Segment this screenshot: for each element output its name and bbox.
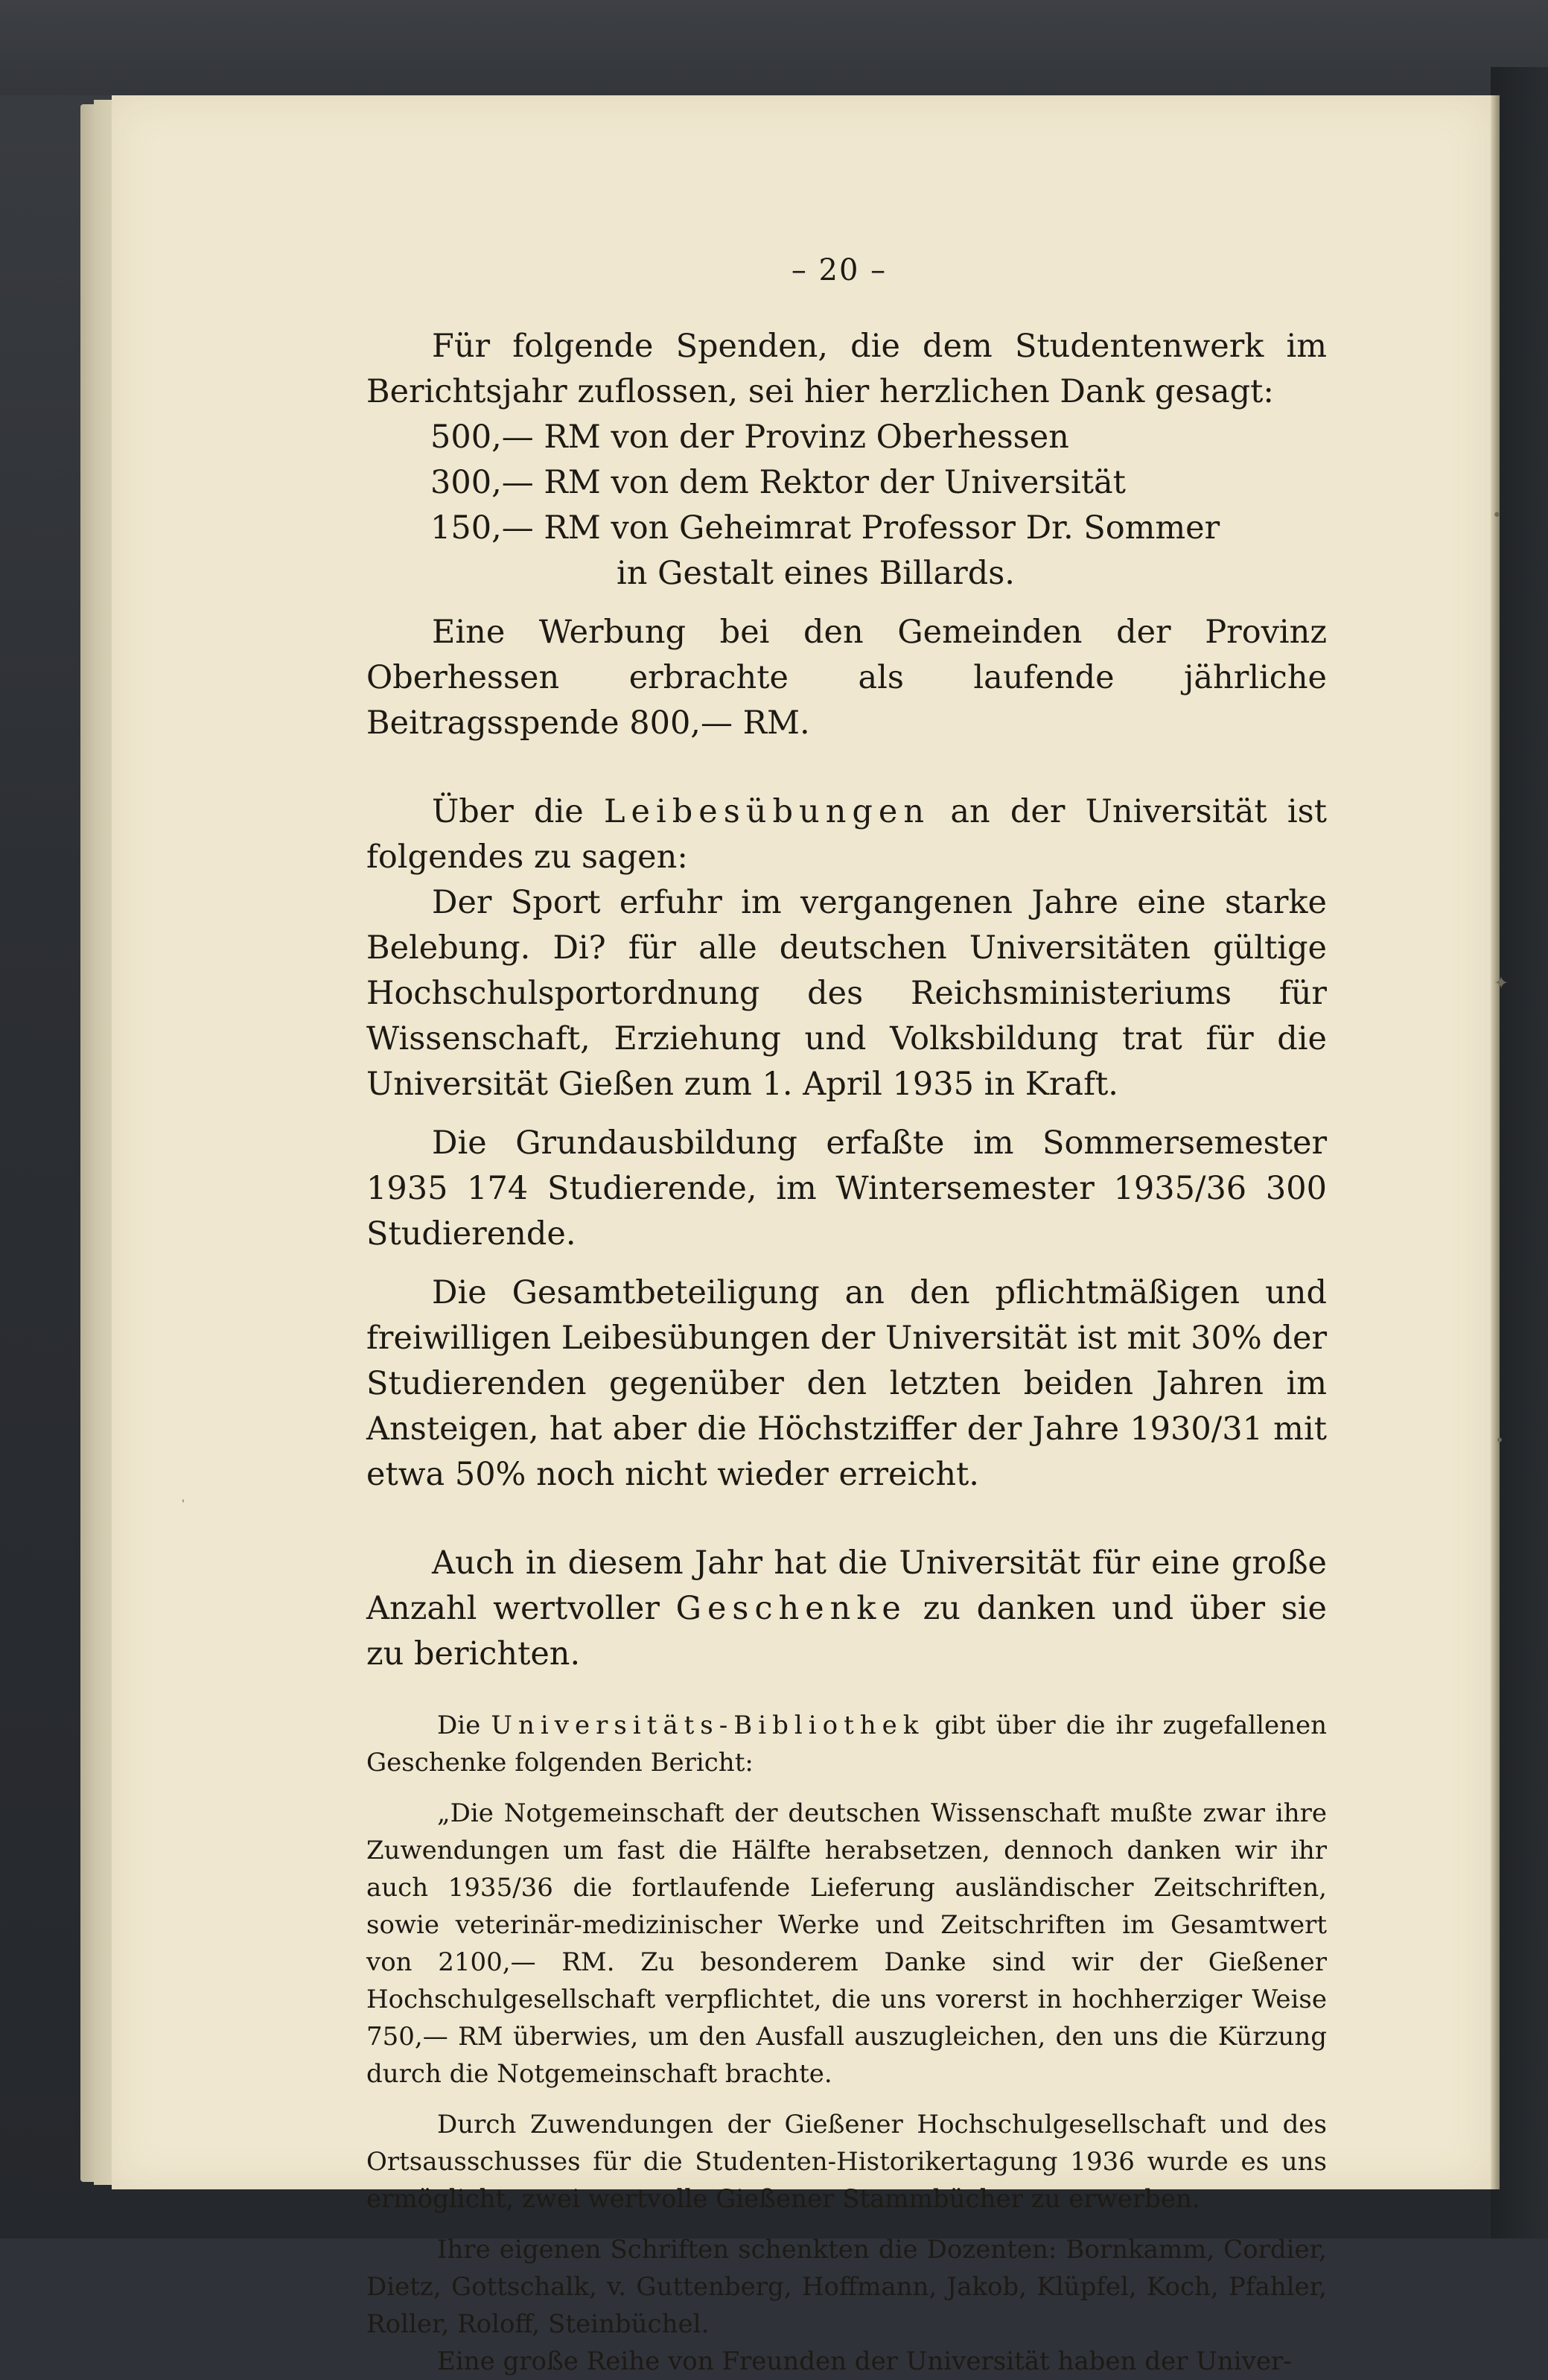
donation-source: von dem Rektor der Universität [611,464,1126,501]
page-number: – 20 – [791,253,888,287]
donation-list [366,415,1327,596]
sport-paragraph-3: Die Gesamtbeteiligung an den pflichtmäßigen und freiwilligen Leibesübungen der Universität ist mit 30% der Studierenden gegenüber den letzten beiden Jahren im Ansteigen, hat aber die Höchstziffer der Jahre 1930/31 mit etwa 50% noch nicht wieder erreicht. [366,1274,1327,1493]
library-intro-heading: Universitäts-Bibliothek [491,1711,925,1740]
sport-paragraph-1: Der Sport erfuhr im vergangenen Jahre eine starke Belebung. Di? für alle deutschen Universitäten gültige Hochschulsportordnung des Reichsministeriums für Wissenschaft, Erziehung und Volksbildung trat für die Universität Gießen zum 1. April 1935 in Kraft. [366,884,1327,1103]
sport-paragraph-2: Die Grundausbildung erfaßte im Sommersemester 1935 174 Studierende, im Wintersemester 1935/36 300 Studierende. [366,1124,1327,1253]
library-paragraph-3: Ihre eigenen Schriften schenkten die Dozenten: Bornkamm, Cordier, Dietz, Gottschalk, v. Guttenberg, Hoffmann, Jakob, Klüpfel, Koch, Pfahler, Roller, Roloff, Steinbüchel. [366,2235,1327,2339]
donation-amount: 500,— RM [430,419,601,456]
sport-intro-before: Über die [432,793,584,830]
donation-source: von der Provinz Oberhessen [611,419,1069,456]
library-intro [366,1707,1327,1781]
donations-intro: Für folgende Spenden, die dem Studentenwerk im Berichtsjahr zuflossen, sei hier herzlichen Dank gesagt: [366,328,1327,410]
page-right-edge [1491,95,1500,2189]
werbung-paragraph: Eine Werbung bei den Gemeinden der Provinz Oberhessen erbrachte als laufende jährliche Beitragsspende 800,— RM. [366,614,1327,742]
page-content [366,253,1327,2380]
donation-row [430,506,1327,551]
donation-amount: 300,— RM [430,464,601,501]
gifts-before: Auch in diesem Jahr hat die Universität für eine große Anzahl wertvoller [366,1544,1327,1627]
donation-continuation: in Gestalt eines Billards. [617,555,1015,592]
page-speck: ✦ [1494,973,1509,993]
page-speck: ' [182,1498,185,1510]
library-paragraph-2: Durch Zuwendungen der Gießener Hochschulgesellschaft und des Ortsausschusses für die Studenten-Historikertagung 1936 wurde es uns ermöglicht, zwei wertvolle Gießener Stammbücher zu erwerben. [366,2110,1327,2214]
gifts-paragraph [366,1541,1327,1677]
scan-top-band [0,0,1548,95]
gifts-heading: Geschenke [675,1590,907,1627]
library-intro-after: gibt über die ihr zugefallenen Geschenke folgenden Bericht: [366,1711,1328,1778]
donation-row [430,460,1327,506]
gifts-after: zu danken und über sie zu berichten. [366,1590,1328,1673]
library-intro-before: Die [437,1711,481,1740]
donation-source: von Geheimrat Professor Dr. Sommer [611,509,1220,547]
sport-intro [366,789,1327,880]
library-paragraph-1: „Die Notgemeinschaft der deutschen Wissenschaft mußte zwar ihre Zuwendungen um fast die Hälfte herabsetzen, dennoch danken wir ihr auch 1935/36 die fortlaufende Lieferung ausländischer Zeitschriften, sowie veterinär-medizinischer Werke und Zeitschriften im Gesamtwert von 2100,— RM. Zu besonderem Danke sind wir der Gießener Hochschulgesellschaft verpflichtet, die uns vorerst in hochherziger Weise 750,— RM überwies, um den Ausfall auszugleichen, den uns die Kürzung durch die Notgemeinschaft brachte. [366,1798,1327,2089]
sport-intro-heading: Leibesübungen [604,793,931,830]
donation-row [430,415,1327,460]
page-speck: • [1492,506,1502,525]
sport-intro-after: an der Universität ist folgendes zu sagen: [366,793,1328,876]
donation-amount: 150,— RM [430,509,601,547]
library-paragraph-4: Eine große Reihe von Freunden der Universität haben der Univer- [437,2346,1292,2376]
page-speck: • [1495,1431,1504,1449]
